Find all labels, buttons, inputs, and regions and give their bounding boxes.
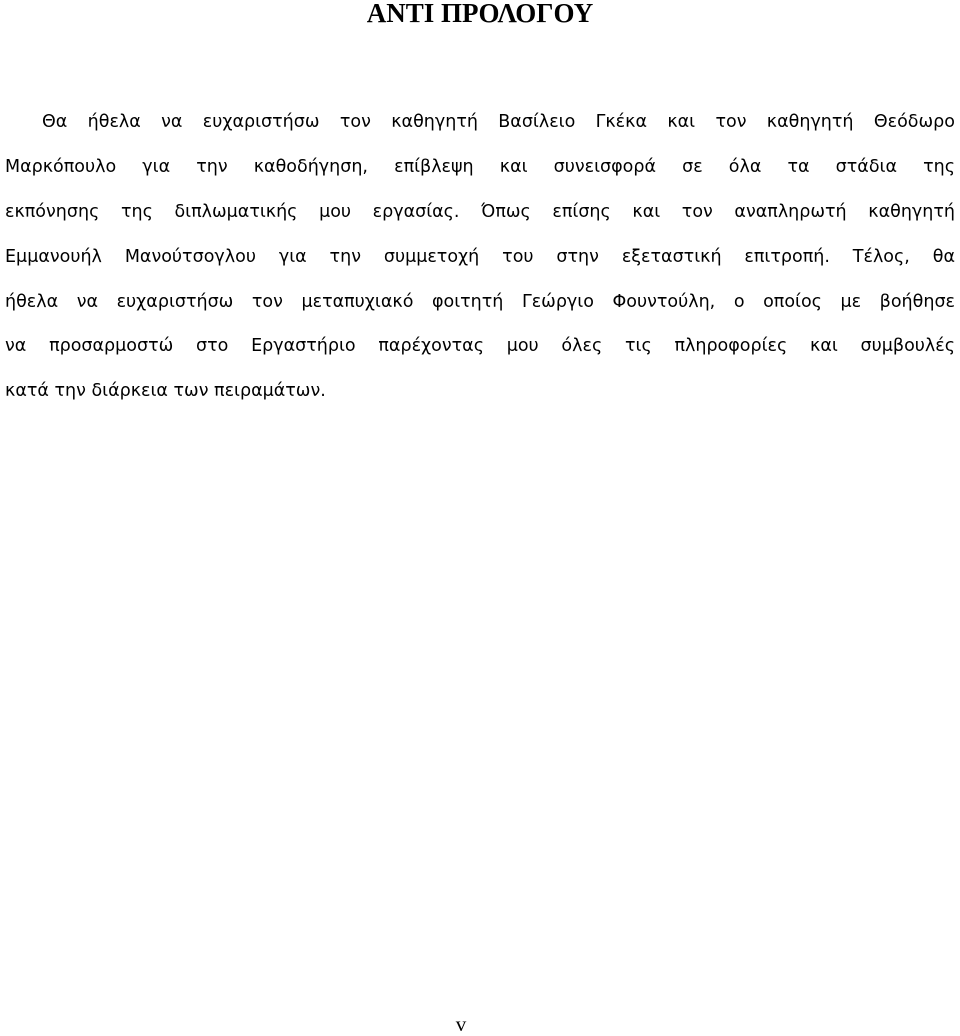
page-title: ΑΝΤΙ ΠΡΟΛΟΓΟΥ <box>366 0 594 28</box>
paragraph-line: ήθελα να ευχαριστήσω τον μεταπυχιακό φοιτητή Γεώργιο Φουντούλη, ο οποίος με βοήθησε <box>5 291 955 312</box>
page-number: v <box>455 1012 467 1036</box>
paragraph-line: κατά την διάρκεια των πειραμάτων. <box>5 381 326 402</box>
paragraph-line: να προσαρμοστώ στο Εργαστήριο παρέχοντας μου όλες τις πληροφορίες και συμβουλές <box>5 336 955 357</box>
paragraph-line: Εμμανουήλ Μανούτσογλου για την συμμετοχή του στην εξεταστική επιτροπή. Τέλος, θα <box>5 246 955 267</box>
paragraph-line: Θα ήθελα να ευχαριστήσω τον καθηγητή Βασίλειο Γκέκα και τον καθηγητή Θεόδωρο <box>42 112 955 132</box>
paragraph-line: Μαρκόπουλο για την καθοδήγηση, επίβλεψη και συνεισφορά σε όλα τα στάδια της <box>5 156 955 177</box>
acknowledgement-paragraph <box>5 100 955 414</box>
paragraph-line: εκπόνησης της διπλωματικής μου εργασίας. Όπως επίσης και τον αναπληρωτή καθηγητή <box>5 201 955 222</box>
